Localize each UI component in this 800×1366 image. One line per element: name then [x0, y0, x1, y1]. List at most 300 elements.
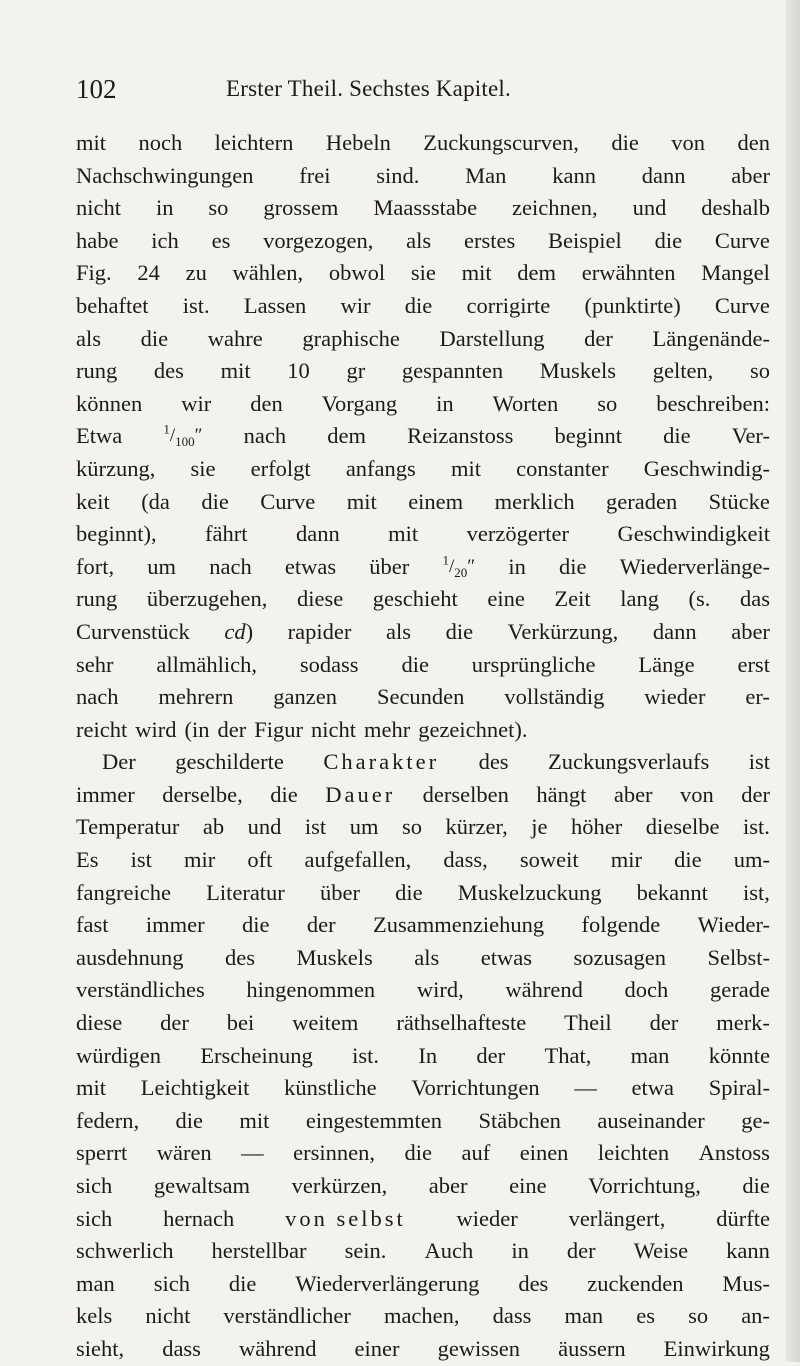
body-text — [76, 127, 770, 1366]
word: eine — [509, 1173, 547, 1198]
word: mit — [76, 130, 107, 155]
word: Vorrichtung, — [588, 1173, 701, 1198]
word: der — [306, 912, 336, 938]
word: von — [671, 130, 706, 155]
word: über — [369, 553, 410, 579]
word: fast — [76, 912, 109, 938]
word: beginnt), — [76, 521, 157, 547]
word: fährt — [205, 521, 248, 547]
text-line — [76, 1268, 770, 1301]
word: etwa — [631, 1075, 675, 1101]
word: während — [505, 977, 583, 1003]
word: als — [414, 944, 440, 970]
text-line — [76, 1235, 770, 1268]
word: wir — [340, 292, 371, 318]
word: Nachschwingungen — [76, 162, 254, 188]
word: ist. — [742, 814, 770, 840]
word: mit — [450, 455, 481, 481]
word: den — [737, 130, 770, 155]
word: mit — [220, 358, 251, 384]
word: bekannt — [636, 879, 708, 905]
word: ursprüngliche — [471, 651, 596, 677]
word: es — [636, 1303, 656, 1329]
word: beginnt — [554, 423, 622, 449]
word: die — [270, 781, 298, 807]
word: Man — [465, 162, 507, 188]
fraction-denominator: 100 — [175, 434, 195, 450]
fraction: $^1/_{20}''$ — [442, 552, 476, 580]
text-line — [76, 551, 770, 584]
word: Der — [102, 749, 136, 775]
word: corrigirte — [466, 292, 551, 318]
word: die — [654, 227, 683, 253]
word: constanter — [516, 455, 609, 481]
word: sich — [153, 1270, 190, 1296]
word: die — [401, 651, 429, 677]
word: Vorrichtungen — [411, 1075, 540, 1101]
word: sie — [190, 455, 216, 481]
word: als — [406, 227, 432, 253]
word: ist — [304, 814, 327, 840]
text-line — [76, 942, 770, 975]
word: ausdehnung — [76, 944, 184, 970]
text-line — [76, 649, 770, 682]
word: während — [239, 1335, 317, 1361]
word: den — [250, 390, 283, 416]
word: aber — [731, 162, 770, 188]
word: des — [153, 358, 184, 384]
word: — — [241, 1140, 264, 1166]
word: zu — [185, 260, 207, 286]
fraction-numerator: 1 — [163, 422, 170, 438]
word: herstellbar — [211, 1238, 307, 1264]
word: so — [597, 390, 618, 416]
word: Zuckungscurven, — [423, 130, 579, 155]
word: die — [395, 879, 423, 905]
word: der — [160, 1010, 189, 1036]
word: der — [566, 1238, 596, 1264]
word: gezeichnet). — [418, 716, 528, 742]
word: die — [404, 292, 433, 318]
word: mit — [76, 1075, 107, 1101]
word: derselbe, — [162, 781, 243, 807]
word: nach — [76, 684, 119, 710]
word: deshalb — [701, 195, 770, 221]
text-line — [76, 453, 770, 486]
word: sieht, — [76, 1335, 125, 1361]
word: der — [741, 781, 770, 807]
word: mir — [183, 847, 216, 873]
text-line — [76, 1007, 770, 1040]
page-number: 102 — [76, 74, 117, 104]
word: einer — [354, 1335, 400, 1361]
word: Curve — [714, 292, 770, 318]
word: fangreiche — [76, 879, 171, 905]
text-line — [76, 1105, 770, 1138]
word: dem — [327, 423, 366, 449]
word: Zuckungsverlaufs — [548, 749, 710, 775]
word: kels — [76, 1303, 113, 1329]
word: Muskels — [296, 944, 373, 970]
page-header — [76, 74, 746, 110]
word: ist — [130, 847, 152, 873]
word: Mangel — [701, 260, 770, 286]
word: gespannten — [401, 358, 504, 384]
word: man — [564, 1303, 604, 1329]
word: verkürzen, — [291, 1173, 388, 1198]
word: folgende — [581, 912, 661, 938]
text-line — [76, 811, 770, 844]
word: Zeit — [554, 586, 591, 612]
word: dann — [295, 521, 340, 547]
word: geschieht — [372, 586, 458, 612]
text-line — [76, 257, 770, 290]
text-line — [76, 779, 770, 812]
text-line — [76, 290, 770, 323]
text-line — [76, 225, 770, 258]
word: um — [147, 553, 177, 579]
word: 24 — [137, 260, 160, 286]
word: Längenände- — [652, 325, 770, 351]
word: Es — [76, 847, 99, 873]
word: wären — [156, 1140, 212, 1166]
word: die — [445, 618, 474, 644]
word: Figur — [254, 716, 303, 742]
word: gewissen — [437, 1335, 521, 1361]
word: Temperatur — [76, 814, 180, 840]
word: ist, — [743, 879, 770, 905]
word: verständlicher — [223, 1303, 351, 1329]
word: nicht — [76, 195, 121, 221]
word: wird, — [416, 977, 464, 1003]
word: immer — [145, 912, 205, 938]
word: wird — [135, 716, 177, 742]
word: die — [201, 488, 229, 514]
word: aber — [428, 1173, 468, 1198]
word: Beispiel — [548, 227, 622, 253]
word: an- — [741, 1303, 770, 1329]
text-segment: Curvenstück — [76, 618, 190, 644]
word: frei — [299, 162, 331, 188]
word: (s. — [688, 586, 711, 612]
text-line — [76, 323, 770, 356]
word: eingestemmten — [305, 1107, 443, 1133]
word: geschilderte — [175, 749, 284, 775]
word: mit — [461, 260, 492, 286]
word: könnte — [708, 1042, 770, 1068]
word: rung — [76, 358, 118, 384]
word: nach — [209, 553, 252, 579]
word: graphische — [302, 325, 400, 351]
word: Anstoss — [698, 1140, 770, 1166]
word: Vorgang — [321, 390, 398, 416]
word: vorgezogen, — [263, 227, 374, 253]
fraction: $^1/_{100}''$ — [163, 422, 203, 450]
word: ab — [202, 814, 225, 840]
word: Curve — [260, 488, 316, 514]
word: zeichnen, — [512, 195, 598, 221]
word: Verkürzung, — [507, 618, 619, 644]
word: der — [476, 1042, 506, 1068]
word: die — [674, 847, 702, 873]
word: aufgefallen, — [304, 847, 412, 873]
word: immer — [76, 781, 135, 807]
fraction-denominator: 20 — [454, 564, 468, 580]
word: kann — [726, 1238, 770, 1264]
word: geraden — [606, 488, 678, 514]
fraction-numerator: 1 — [442, 552, 449, 568]
word: aber — [613, 781, 653, 807]
word: um- — [733, 847, 770, 873]
word: in — [155, 195, 174, 221]
word: habe — [76, 227, 119, 253]
word: sich — [76, 1205, 113, 1231]
word: ge- — [741, 1107, 770, 1133]
word: Secunden — [376, 684, 465, 710]
word: sozusagen — [573, 944, 666, 970]
word: reicht — [76, 716, 128, 742]
word: nicht — [145, 1303, 191, 1329]
word: behaftet — [76, 292, 149, 318]
word: Erscheinung — [200, 1042, 313, 1068]
word: mit — [239, 1107, 270, 1133]
text-line — [76, 616, 770, 649]
text-line — [76, 127, 770, 160]
word: leichtern — [214, 130, 294, 155]
word: Leichtigkeit — [140, 1075, 250, 1101]
text-line — [76, 1170, 770, 1203]
word: erstes — [463, 227, 516, 253]
word: Auch — [424, 1238, 474, 1264]
word: Muskelzuckung — [457, 879, 602, 905]
word: je — [531, 814, 548, 840]
word: er- — [745, 684, 770, 710]
word: erst — [737, 651, 770, 677]
word: hernach — [163, 1205, 235, 1231]
word: dass, — [443, 847, 488, 873]
word: Curve — [714, 227, 770, 253]
word: aber — [731, 618, 770, 644]
text-line — [76, 909, 770, 942]
word: mehr — [363, 716, 411, 742]
word: äussern — [558, 1335, 626, 1361]
word: allmählich, — [156, 651, 257, 677]
word: würdigen — [76, 1042, 161, 1068]
word: wahre — [207, 325, 263, 351]
word: man — [76, 1270, 115, 1296]
word: Weise — [633, 1238, 689, 1264]
word: mit — [346, 488, 377, 514]
spaced-emphasis: Dauer — [325, 781, 396, 807]
word: wir — [181, 390, 212, 416]
word: dass — [162, 1335, 201, 1361]
word: der — [649, 1010, 679, 1036]
word: sein. — [344, 1238, 387, 1264]
text-line — [76, 518, 770, 551]
word: der — [584, 325, 613, 351]
word: That, — [544, 1042, 592, 1068]
word: (da — [141, 488, 170, 514]
word: Maassstabe — [373, 195, 478, 221]
word: die — [140, 325, 169, 351]
word: das — [740, 586, 770, 612]
word: die — [404, 1140, 432, 1166]
text-line — [76, 1300, 770, 1333]
word: in — [436, 390, 454, 416]
page-edge-shadow — [786, 0, 800, 1362]
word: oft — [247, 847, 273, 873]
word: die — [228, 1270, 257, 1296]
word: ist. — [352, 1042, 379, 1068]
word: ) — [245, 618, 254, 644]
spaced-emphasis: von selbst — [285, 1205, 406, 1231]
word: sie — [410, 260, 436, 286]
word: kürzer, — [445, 814, 508, 840]
word: ich — [151, 227, 179, 253]
word: höher — [570, 814, 623, 840]
word: hängt — [536, 781, 587, 807]
word: Zusammenziehung — [372, 912, 545, 938]
word: (punktirte) — [584, 292, 681, 318]
text-line — [76, 192, 770, 225]
word: mehrern — [158, 684, 234, 710]
word: Reizanstoss — [407, 423, 514, 449]
word: nach — [243, 423, 287, 449]
word: — — [574, 1075, 597, 1101]
italic-text: cd — [224, 618, 246, 644]
text-line — [76, 974, 770, 1007]
word: ganzen — [273, 684, 338, 710]
word: mir — [610, 847, 642, 873]
word: räthselhafteste — [396, 1010, 527, 1036]
word: hingenommen — [246, 977, 376, 1003]
word: wählen, — [232, 260, 304, 286]
word: soweit — [519, 847, 579, 873]
text-line — [76, 486, 770, 519]
word: rapider — [287, 618, 352, 644]
word: können — [76, 390, 143, 416]
word: diese — [76, 1010, 123, 1036]
text-line — [76, 1040, 770, 1073]
word: in — [511, 1238, 529, 1264]
word: Geschwindig- — [643, 455, 770, 481]
text-line — [76, 1203, 770, 1236]
word: einem — [408, 488, 464, 514]
word: kann — [552, 162, 596, 188]
word: nicht — [310, 716, 356, 742]
word: die — [241, 912, 270, 938]
text-line — [76, 746, 770, 779]
word: erwähnten — [581, 260, 676, 286]
word: etwas — [284, 553, 337, 579]
word: sind. — [376, 162, 420, 188]
word: Stäbchen — [478, 1107, 561, 1133]
word: um — [349, 814, 379, 840]
word: sperrt — [76, 1140, 128, 1166]
word: fort, — [76, 553, 115, 579]
word: derselben — [422, 781, 509, 807]
word: überzugehen, — [146, 586, 268, 612]
word: Literatur — [206, 879, 285, 905]
word: vollständig — [504, 684, 605, 710]
word: so — [749, 358, 770, 384]
word: verlängert, — [568, 1205, 666, 1231]
word: gerade — [709, 977, 770, 1003]
word: des — [518, 1270, 549, 1296]
word: Hebeln — [325, 130, 391, 155]
word: obwol — [328, 260, 386, 286]
word: die — [663, 423, 691, 449]
word: leichten — [597, 1140, 670, 1166]
text-line — [76, 388, 770, 421]
word: des — [478, 749, 509, 775]
text-line — [76, 160, 770, 193]
word: Wiederverlängerung — [295, 1270, 480, 1296]
word: doch — [624, 977, 669, 1003]
word: die — [742, 1173, 770, 1198]
word: noch — [138, 130, 183, 155]
word: Wieder- — [697, 912, 770, 938]
word: sodass — [299, 651, 359, 677]
word: sehr — [76, 651, 114, 677]
text-line — [76, 1333, 770, 1366]
word: die — [559, 553, 587, 579]
word: verständliches — [76, 977, 205, 1003]
text-line — [76, 1137, 770, 1170]
text-line — [76, 877, 770, 910]
word: bei — [226, 1010, 255, 1036]
word: anfangs — [345, 455, 416, 481]
word: auf — [461, 1140, 491, 1166]
word: und — [632, 195, 667, 221]
word: wieder — [456, 1205, 518, 1231]
word: die — [611, 130, 639, 155]
word: so — [208, 195, 229, 221]
word: Spiral- — [708, 1075, 770, 1101]
word: des — [224, 944, 255, 970]
word: lang — [620, 586, 659, 612]
word: ist. — [182, 292, 210, 318]
word: Geschwindigkeit — [617, 521, 770, 547]
word: auseinander — [597, 1107, 705, 1133]
word: rung — [76, 586, 118, 612]
word: verzögerter — [466, 521, 570, 547]
spaced-emphasis: Charakter — [323, 749, 440, 775]
word: über — [319, 879, 360, 905]
word: dann — [652, 618, 697, 644]
word: Darstellung — [439, 325, 545, 351]
word: als — [385, 618, 411, 644]
word: beschreiben: — [656, 390, 770, 416]
word: grossem — [263, 195, 339, 221]
italic-label — [224, 616, 253, 649]
word: Wiederverlänge- — [619, 553, 770, 579]
word: dann — [641, 162, 686, 188]
word: erfolgt — [250, 455, 311, 481]
text-line — [76, 681, 770, 714]
word: dieselbe — [645, 814, 720, 840]
text-line — [76, 844, 770, 877]
word: Selbst- — [707, 944, 770, 970]
word: 10 — [287, 358, 310, 384]
word: von — [680, 781, 714, 807]
word: mit — [388, 521, 419, 547]
text-segment: Etwa — [76, 423, 123, 449]
word: als — [76, 325, 101, 351]
word: so — [401, 814, 422, 840]
word: In — [418, 1042, 438, 1068]
word: Worten — [492, 390, 559, 416]
